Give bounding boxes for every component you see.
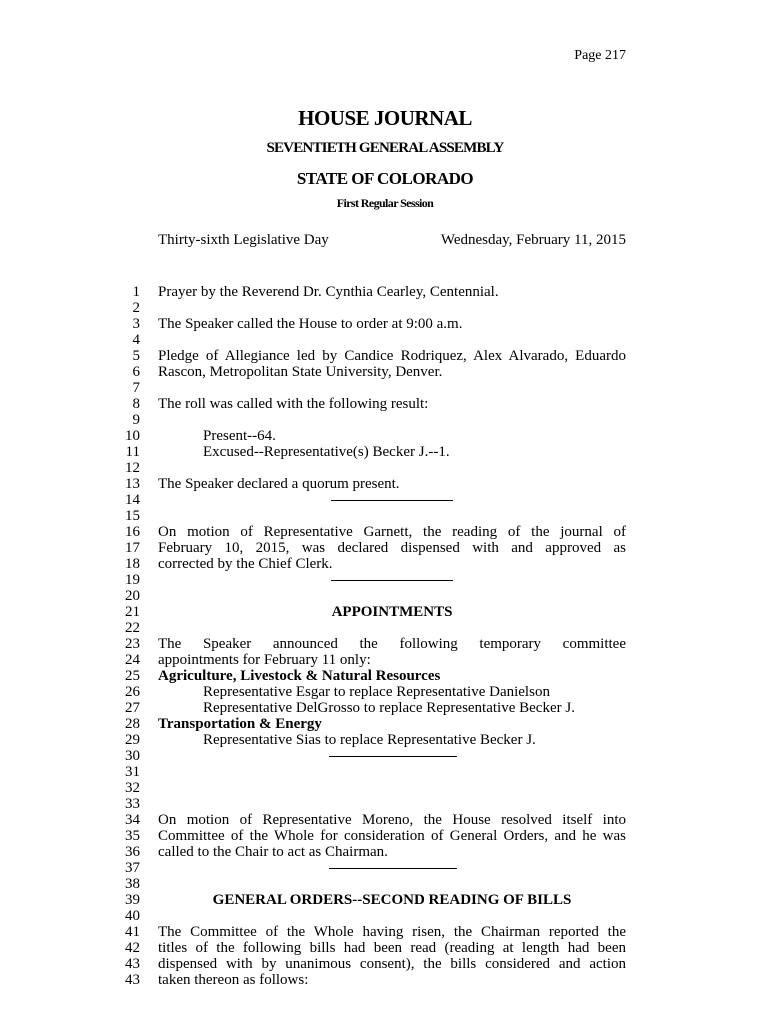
line-number: 18 <box>125 556 140 572</box>
line-number: 9 <box>132 412 140 428</box>
line-number: 32 <box>125 780 140 796</box>
report-line: The Committee of the Whole having risen, the Chairman reported the <box>158 924 626 940</box>
line-number: 7 <box>132 380 140 396</box>
line-number: 11 <box>125 444 140 460</box>
line-number: 16 <box>125 524 140 540</box>
committee-name: Agriculture, Livestock & Natural Resources <box>158 668 441 684</box>
line-number: 22 <box>125 620 140 636</box>
journal-motion-line: February 10, 2015, was declared dispensed with and approved as <box>158 540 626 556</box>
appointments-heading: APPOINTMENTS <box>331 604 453 620</box>
report-line: dispensed with by unanimous consent), the bills considered and action <box>158 956 626 972</box>
line-number: 15 <box>125 508 140 524</box>
section-divider <box>331 580 453 581</box>
line-number: 12 <box>125 460 140 476</box>
line-number: 37 <box>125 860 140 876</box>
session-date: Wednesday, February 11, 2015 <box>440 232 626 248</box>
line-number: 13 <box>125 476 140 492</box>
line-number: 14 <box>125 492 140 508</box>
line-number: 34 <box>125 812 140 828</box>
appointments-line: appointments for February 11 only: <box>158 652 371 668</box>
report-line: titles of the following bills had been read (reading at length had been <box>158 940 626 956</box>
line-number: 40 <box>125 908 140 924</box>
pledge-line: Rascon, Metropolitan State University, Denver. <box>158 364 443 380</box>
prayer-line: Prayer by the Reverend Dr. Cynthia Cearley, Centennial. <box>158 284 499 300</box>
line-number: 30 <box>125 748 140 764</box>
legislative-day: Thirty-sixth Legislative Day <box>158 232 329 248</box>
committee-of-whole-line: On motion of Representative Moreno, the House resolved itself into <box>158 812 626 828</box>
line-number: 43 <box>125 972 140 988</box>
section-divider <box>331 500 453 501</box>
line-number: 8 <box>132 396 140 412</box>
line-number: 6 <box>132 364 140 380</box>
excused-count: Excused--Representative(s) Becker J.--1. <box>203 444 450 460</box>
legislative-day-row <box>158 232 626 249</box>
line-number: 21 <box>125 604 140 620</box>
line-number: 38 <box>125 876 140 892</box>
line-number: 2 <box>132 300 140 316</box>
line-number: 36 <box>125 844 140 860</box>
appointments-line: The Speaker announced the following temporary committee <box>158 636 626 652</box>
roll-call-line: The roll was called with the following result: <box>158 396 429 412</box>
committee-appointment: Representative Sias to replace Representative Becker J. <box>203 732 536 748</box>
line-number: 39 <box>125 892 140 908</box>
present-count: Present--64. <box>203 428 276 444</box>
session-title: First Regular Session <box>336 196 434 210</box>
line-number: 1 <box>132 284 140 300</box>
section-divider <box>329 868 457 869</box>
journal-motion-line: corrected by the Chief Clerk. <box>158 556 333 572</box>
line-number: 25 <box>125 668 140 684</box>
line-number: 31 <box>125 764 140 780</box>
page-number: Page 217 <box>574 48 626 63</box>
assembly-title: SEVENTIETH GENERAL ASSEMBLY <box>266 140 504 156</box>
general-orders-heading: GENERAL ORDERS--SECOND READING OF BILLS <box>212 892 572 908</box>
journal-title: HOUSE JOURNAL <box>298 106 472 130</box>
committee-appointment: Representative Esgar to replace Representative Danielson <box>203 684 550 700</box>
line-number: 19 <box>125 572 140 588</box>
line-number: 35 <box>125 828 140 844</box>
call-to-order-line: The Speaker called the House to order at 9:00 a.m. <box>158 316 463 332</box>
line-number: 24 <box>125 652 140 668</box>
section-divider <box>329 756 457 757</box>
pledge-line: Pledge of Allegiance led by Candice Rodriquez, Alex Alvarado, Eduardo <box>158 348 626 364</box>
line-number: 29 <box>125 732 140 748</box>
line-number: 41 <box>125 924 140 940</box>
line-number: 10 <box>125 428 140 444</box>
line-number: 5 <box>132 348 140 364</box>
line-number: 42 <box>125 940 140 956</box>
line-number: 26 <box>125 684 140 700</box>
line-number: 28 <box>125 716 140 732</box>
line-number: 17 <box>125 540 140 556</box>
line-number: 43 <box>125 956 140 972</box>
line-number: 3 <box>132 316 140 332</box>
committee-name: Transportation & Energy <box>158 716 322 732</box>
quorum-line: The Speaker declared a quorum present. <box>158 476 400 492</box>
committee-appointment: Representative DelGrosso to replace Representative Becker J. <box>203 700 575 716</box>
report-line: taken thereon as follows: <box>158 972 309 988</box>
journal-motion-line: On motion of Representative Garnett, the reading of the journal of <box>158 524 626 540</box>
line-number: 4 <box>132 332 140 348</box>
committee-of-whole-line: Committee of the Whole for consideration of General Orders, and he was <box>158 828 626 844</box>
line-number: 33 <box>125 796 140 812</box>
line-number: 20 <box>125 588 140 604</box>
state-title: STATE OF COLORADO <box>296 169 474 188</box>
line-number: 27 <box>125 700 140 716</box>
committee-of-whole-line: called to the Chair to act as Chairman. <box>158 844 388 860</box>
line-number: 23 <box>125 636 140 652</box>
